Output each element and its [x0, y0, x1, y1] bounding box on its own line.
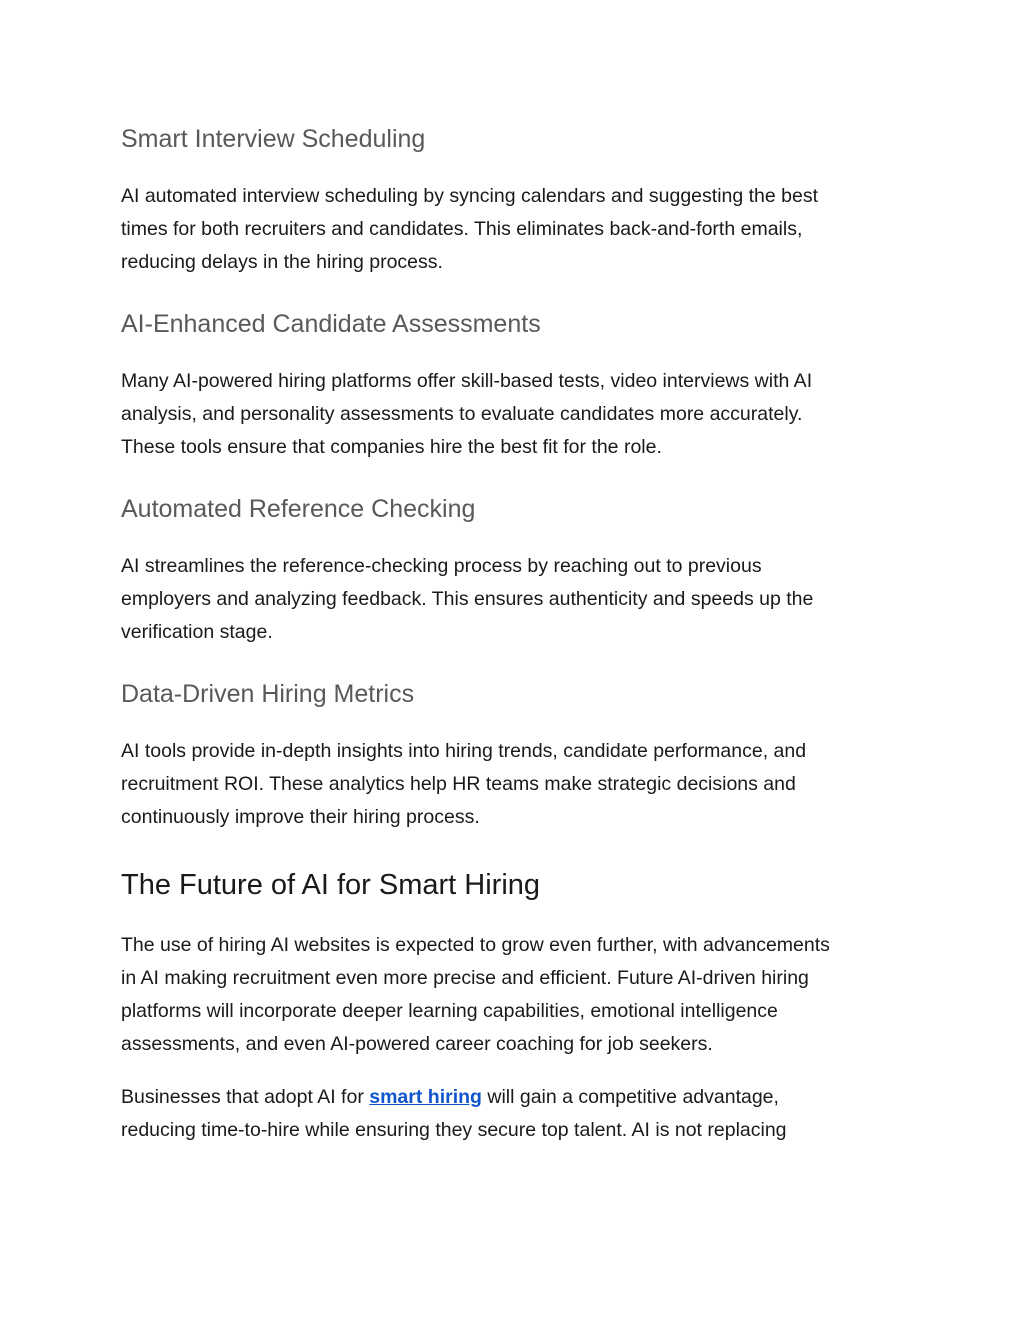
smart-hiring-link[interactable]: smart hiring	[369, 1086, 482, 1108]
future-paragraph-1	[121, 929, 911, 1061]
text-after-link: will gain a competitive advantage,	[481, 1086, 779, 1108]
heading-future-of-ai-smart-hiring: The Future of AI for Smart Hiring	[121, 869, 541, 901]
paragraph-line: analysis, and personality assessments to evaluate candidates more accurately.	[121, 403, 803, 425]
paragraph-line: platforms will incorporate deeper learning capabilities, emotional intelligence	[121, 1000, 778, 1022]
paragraph-line: AI tools provide in-depth insights into hiring trends, candidate performance, and	[121, 740, 807, 762]
section-heading-automated-reference-checking: Automated Reference Checking	[121, 495, 476, 523]
paragraph-line: verification stage.	[121, 621, 273, 643]
paragraph-line: recruitment ROI. These analytics help HR teams make strategic decisions and	[121, 773, 796, 795]
section-paragraph-ai-enhanced-candidate-assessments	[121, 365, 911, 464]
paragraph-line: These tools ensure that companies hire the best fit for the role.	[121, 436, 662, 458]
section-paragraph-automated-reference-checking	[121, 550, 911, 649]
paragraph-line: AI streamlines the reference-checking process by reaching out to previous	[121, 555, 762, 577]
text-before-link: Businesses that adopt AI for	[121, 1086, 370, 1108]
section-heading-data-driven-hiring-metrics: Data-Driven Hiring Metrics	[121, 680, 415, 708]
paragraph-line: assessments, and even AI-powered career coaching for job seekers.	[121, 1033, 713, 1055]
paragraph-line	[121, 1081, 911, 1114]
paragraph-line: Many AI-powered hiring platforms offer skill-based tests, video interviews with AI	[121, 370, 813, 392]
paragraph-line: The use of hiring AI websites is expected to grow even further, with advancements	[121, 934, 830, 956]
section-paragraph-data-driven-hiring-metrics	[121, 735, 911, 834]
paragraph-line: reducing delays in the hiring process.	[121, 251, 443, 273]
paragraph-line: continuously improve their hiring process.	[121, 806, 480, 828]
section-heading-smart-interview-scheduling: Smart Interview Scheduling	[121, 125, 426, 153]
paragraph-line: times for both recruiters and candidates. This eliminates back-and-forth emails,	[121, 218, 803, 240]
paragraph-line: employers and analyzing feedback. This ensures authenticity and speeds up the	[121, 588, 814, 610]
section-heading-ai-enhanced-candidate-assessments: AI-Enhanced Candidate Assessments	[121, 310, 541, 338]
paragraph-line: AI automated interview scheduling by syncing calendars and suggesting the best	[121, 185, 819, 207]
paragraph-line: reducing time-to-hire while ensuring they secure top talent. AI is not replacing	[121, 1119, 787, 1141]
section-paragraph-smart-interview-scheduling	[121, 180, 911, 279]
paragraph-line: in AI making recruitment even more precise and efficient. Future AI-driven hiring	[121, 967, 809, 989]
future-paragraph-2	[121, 1081, 911, 1147]
